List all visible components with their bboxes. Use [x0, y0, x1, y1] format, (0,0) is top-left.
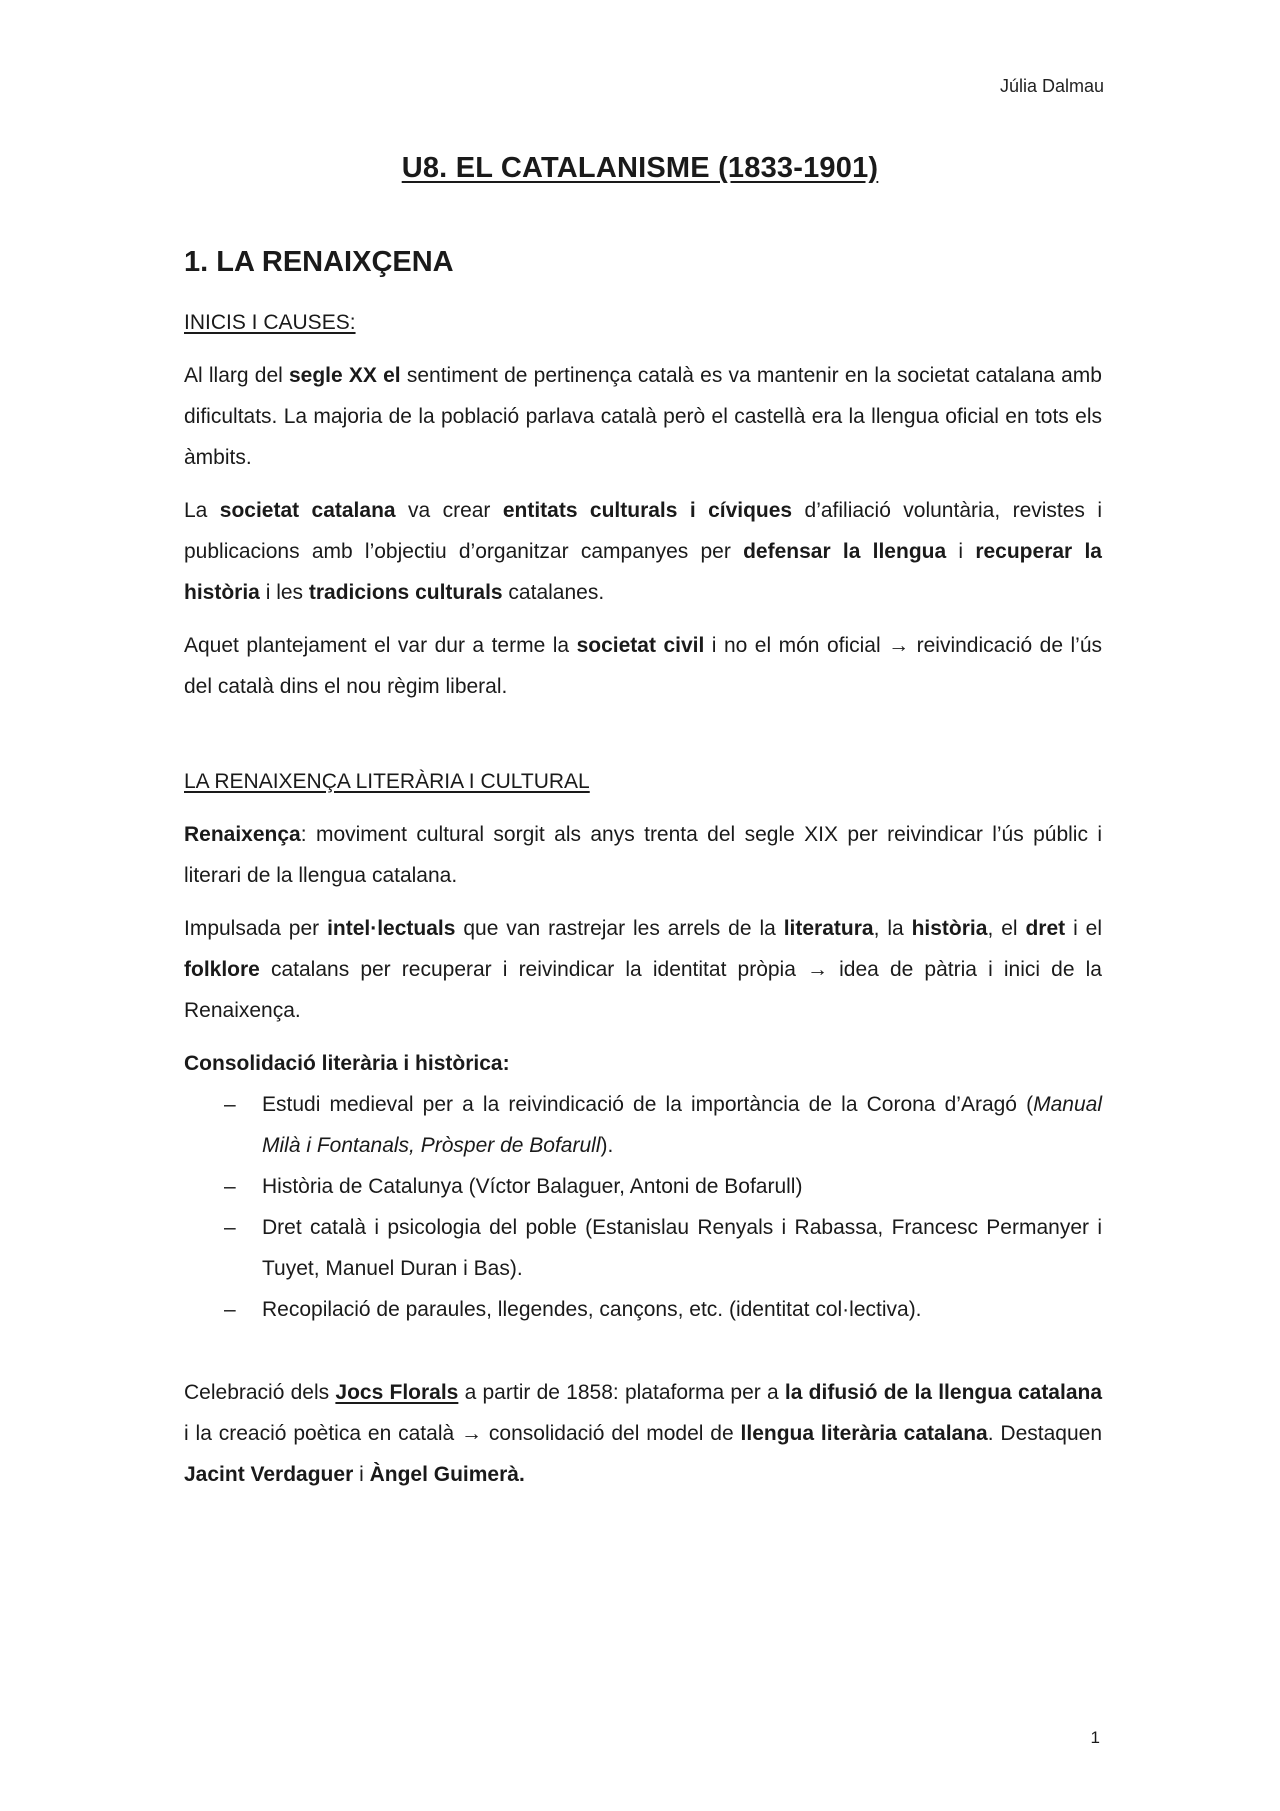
paragraph-2: La societat catalana va crear entitats culturals i cíviques d’afiliació voluntària, revistes i publicacions amb l’objectiu d’organitzar campanyes per defensar la llengua i recuperar la història i les tradicions culturals catalanes.: [184, 499, 1102, 604]
list-item: – Història de Catalunya (Víctor Balaguer, Antoni de Bofarull): [224, 1175, 803, 1198]
paragraph-6: Celebració dels Jocs Florals a partir de 1858: plataforma per a la difusió de la llengua catalana i la creació poètica en català → consolidació del model de llengua literària catalana. Destaquen Jacint Verdaguer i Àngel Guimerà.: [184, 1381, 1103, 1486]
list-item: – Dret català i psicologia del poble (Estanislau Renyals i Rabassa, Francesc Permanyer i Tuyet, Manuel Duran i Bas).: [224, 1216, 1102, 1280]
list-item: – Recopilació de paraules, llegendes, cançons, etc. (identitat col·lectiva).: [224, 1298, 922, 1321]
page-number: 1: [1090, 1728, 1100, 1747]
document-body: [184, 240, 1102, 1507]
consolidation-list: [184, 1084, 1102, 1330]
header-author: Júlia Dalmau: [999, 76, 1104, 96]
list-item: – Estudi medieval per a la reivindicació de la importància de la Corona d’Aragó (Manual Milà i Fontanals, Pròsper de Bofarull).: [224, 1093, 1102, 1157]
consolidation-heading: Consolidació literària i històrica:: [184, 1052, 510, 1075]
section-heading: 1. LA RENAIXÇENA: [184, 246, 454, 278]
paragraph-3: Aquet plantejament el var dur a terme la societat civil i no el món oficial → reivindicació de l’ús del català dins el nou règim liberal.: [184, 634, 1103, 698]
subheading-literary: LA RENAIXENÇA LITERÀRIA I CULTURAL: [184, 770, 590, 793]
page-title: U8. EL CATALANISME (1833-1901): [401, 152, 879, 184]
paragraph-5: Impulsada per intel·lectuals que van rastrejar les arrels de la literatura, la història, el dret i el folklore catalans per recuperar i reivindicar la identitat pròpia → idea de pàtria i inici de la Renaixença.: [184, 917, 1102, 1022]
subheading-causes: INICIS I CAUSES:: [184, 311, 356, 334]
paragraph-4: Renaixença: moviment cultural sorgit als anys trenta del segle XIX per reivindicar l’ús públic i literari de la llengua catalana.: [184, 823, 1102, 887]
paragraph-1: Al llarg del segle XX el sentiment de pertinença català es va mantenir en la societat catalana amb dificultats. La majoria de la població parlava català però el castellà era la llengua oficial en tots els àmbits.: [184, 364, 1102, 469]
